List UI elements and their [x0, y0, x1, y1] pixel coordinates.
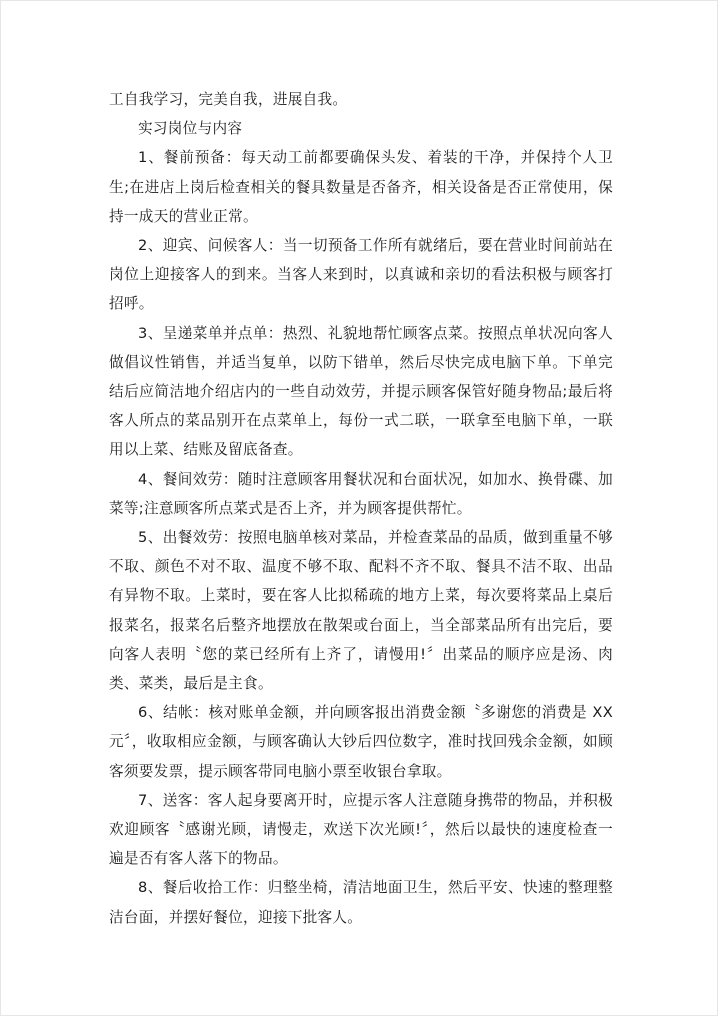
paragraph-item-2-greeting: 2、迎宾、问候客人：当一切预备工作所有就绪后，要在营业时间前站在岗位上迎接客人的到来。当客人来到时，以真诚和亲切的看法积极与顾客打招呼。 — [109, 237, 613, 313]
paragraph-item-1-preparation: 1、餐前预备：每天动工前都要确保头发、着装的干净，并保持个人卫生;在进店上岗后检查相关的餐具数量是否备齐，相关设备是否正常使用，保持一成天的营业正常。 — [109, 149, 613, 225]
paragraph-item-8-cleanup: 8、餐后收拾工作：归整坐椅，清洁地面卫生，然后平安、快速的整理整洁台面，并摆好餐位，迎接下批客人。 — [109, 879, 613, 926]
section-heading-internship-duties: 实习岗位与内容 — [138, 120, 243, 138]
paragraph-item-6-checkout: 6、结帐：核对账单金额，并向顾客报出消费金额〝多谢您的消费是 XX 元〞，收取相应金额，与顾客确认大钞后四位数字，准时找回残余金额，如顾客须要发票，提示顾客带同电脑小票至收银台拿取。 — [109, 704, 613, 780]
document-body — [109, 85, 613, 932]
paragraph-continuation: 工自我学习，完美自我，进展自我。 — [109, 91, 348, 108]
paragraph-item-3-ordering: 3、呈递菜单并点单：热烈、礼貌地帮忙顾客点菜。按照点单状况向客人做倡议性销售，并适当复单，以防下错单，然后尽快完成电脑下单。下单完结后应简洁地介绍店内的一些自动效劳，并提示顾客保管好随身物品;最后将客人所点的菜品别开在点菜单上，每份一式二联，一联拿至电脑下单，一联用以上菜、结账及留底备查。 — [109, 324, 613, 459]
paragraph-item-7-farewell: 7、送客：客人起身要离开时，应提示客人注意随身携带的物品，并积极欢迎顾客〝感谢光顾，请慢走，欢送下次光顾!〞，然后以最快的速度检查一遍是否有客人落下的物品。 — [109, 791, 613, 868]
paragraph-item-5-serving: 5、出餐效劳：按照电脑单核对菜品，并检查菜品的品质，做到重量不够不取、颜色不对不取、温度不够不取、配料不齐不取、餐具不洁不取、出品有异物不取。上菜时，要在客人比拟稀疏的地方上菜，每次要将菜品上桌后报菜名，报菜名后整齐地摆放在散架或台面上，当全部菜品所有出完后，要向客人表明〝您的菜已经所有上齐了，请慢用!〞出菜品的顺序应是汤、肉类、菜类，最后是主食。 — [109, 529, 613, 693]
paragraph-item-4-service: 4、餐间效劳：随时注意顾客用餐状况和台面状况，如加水、换骨碟、加菜等;注意顾客所点菜式是否上齐，并为顾客提供帮忙。 — [109, 470, 613, 517]
